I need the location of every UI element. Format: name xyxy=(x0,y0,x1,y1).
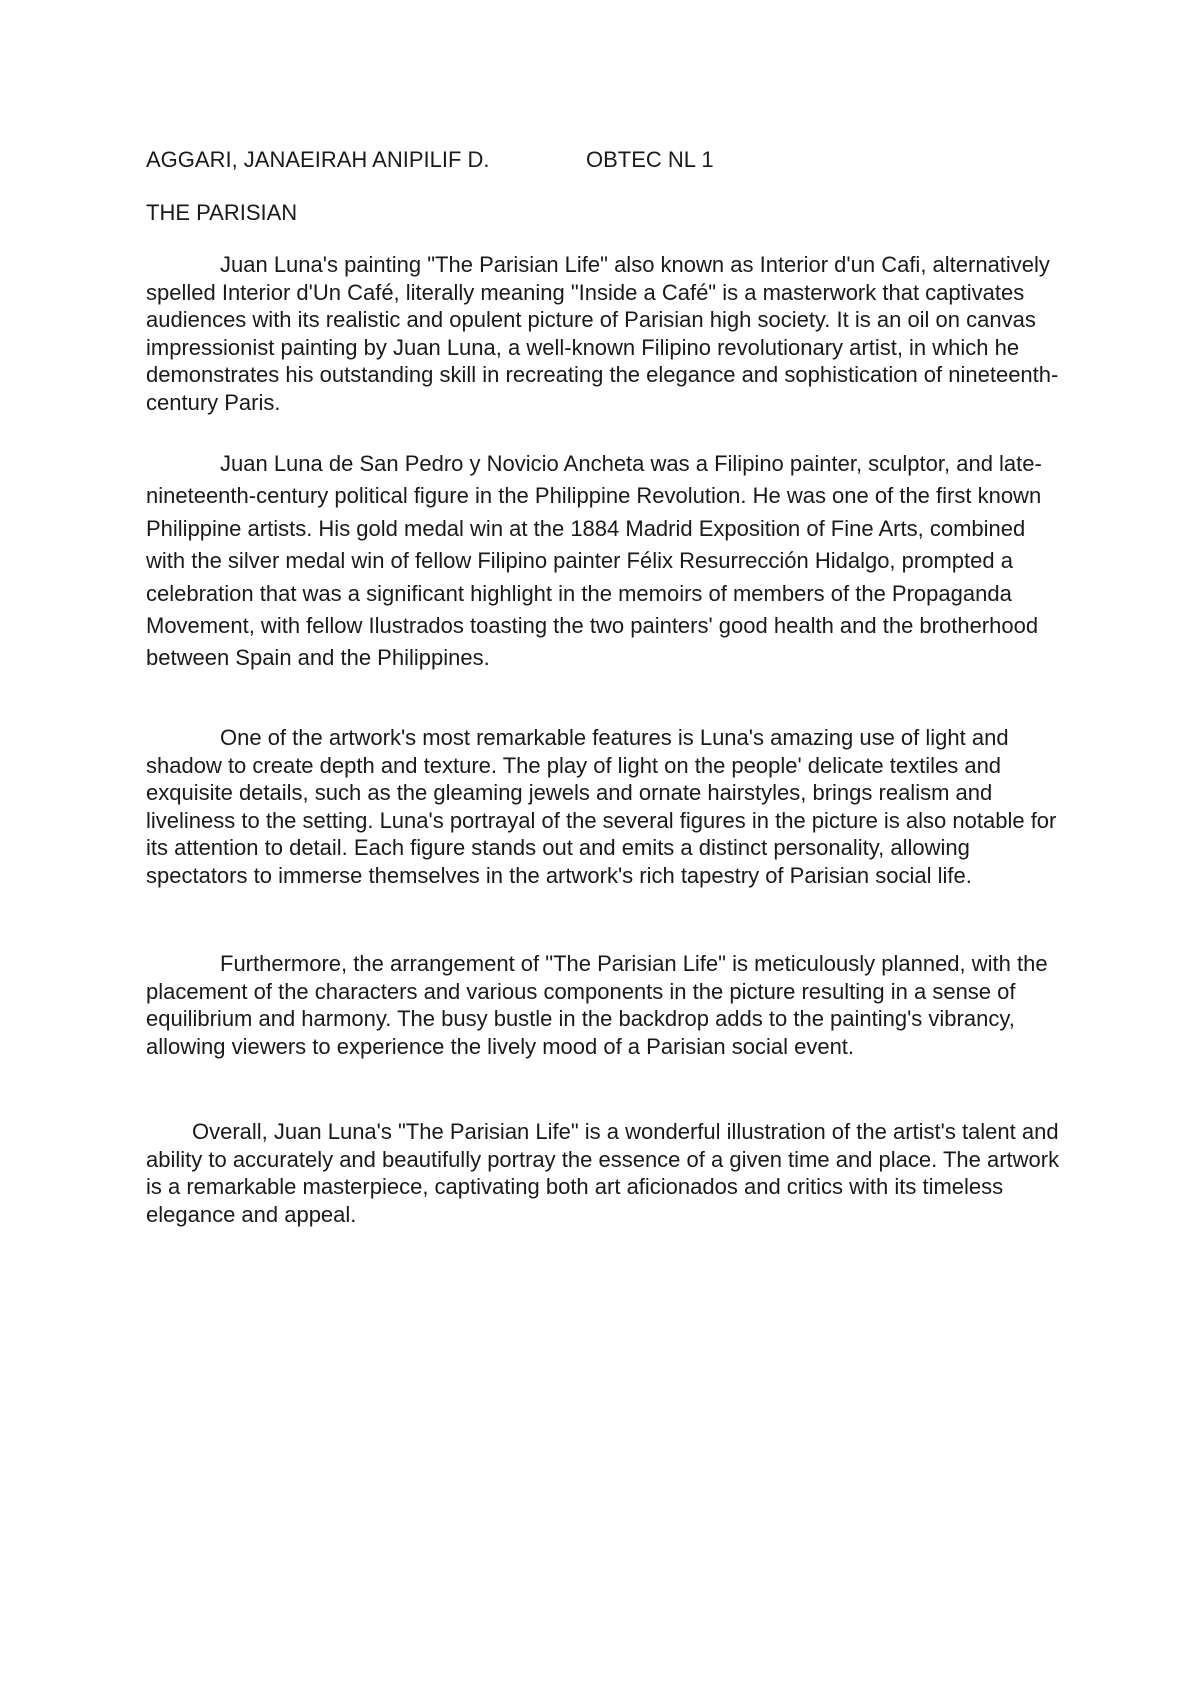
paragraph-arrangement: Furthermore, the arrangement of "The Parisian Life" is meticulously planned, with the placement of the characters and various components in the picture resulting in a sense of equilibrium and harmony. The busy bustle in the backdrop adds to the painting's vibrancy, allowing viewers to experience the lively mood of a Parisian social event. xyxy=(146,951,1048,1059)
document-title: THE PARISIAN xyxy=(146,200,298,225)
paragraph-light-shadow: One of the artwork's most remarkable features is Luna's amazing use of light and shadow to create depth and texture. The play of light on the people' delicate textiles and exquisite details, such as the gleaming jewels and ornate hairstyles, brings realism and liveliness to the setting. Luna's portrayal of the several figures in the picture is also notable for its attention to detail. Each figure stands out and emits a distinct personality, allowing spectators to immerse themselves in the artwork's rich tapestry of Parisian social life. xyxy=(146,725,1057,888)
paragraph-conclusion: Overall, Juan Luna's "The Parisian Life" is a wonderful illustration of the artist's talent and ability to accurately and beautifully portray the essence of a given time and place. The artwork is a remarkable masterpiece, captivating both art aficionados and critics with its timeless elegance and appeal. xyxy=(146,1119,1060,1227)
course-code: OBTEC NL 1 xyxy=(586,147,714,172)
student-name: AGGARI, JANAEIRAH ANIPILIF D. xyxy=(146,147,490,172)
paragraph-biography: Juan Luna de San Pedro y Novicio Ancheta was a Filipino painter, sculptor, and late-nineteenth-century political figure in the Philippine Revolution. He was one of the first known Philippine artists. His gold medal win at the 1884 Madrid Exposition of Fine Arts, combined with the silver medal win of fellow Filipino painter Félix Resurrección Hidalgo, prompted a celebration that was a significant highlight in the memoirs of members of the Propaganda Movement, with fellow Ilustrados toasting the two painters' good health and the brotherhood between Spain and the Philippines. xyxy=(146,451,1042,671)
paragraph-intro: Juan Luna's painting "The Parisian Life" also known as Interior d'un Cafi, alternatively spelled Interior d'Un Café, literally meaning "Inside a Café" is a masterwork that captivates audiences with its realistic and opulent picture of Parisian high society. It is an oil on canvas impressionist painting by Juan Luna, a well-known Filipino revolutionary artist, in which he demonstrates his outstanding skill in recreating the elegance and sophistication of nineteenth-century Paris. xyxy=(146,252,1059,415)
document-header xyxy=(146,146,714,174)
